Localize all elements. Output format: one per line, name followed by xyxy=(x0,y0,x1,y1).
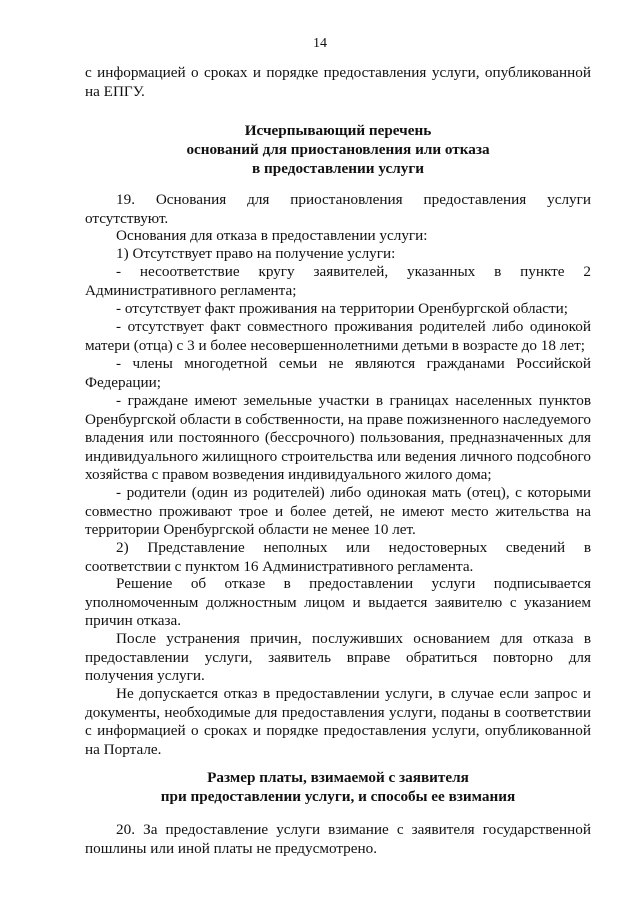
paragraph-19: 19. Основания для приостановления предоставления услуги отсутствуют. xyxy=(85,191,591,227)
heading-line: Размер платы, взимаемой с заявителя xyxy=(207,769,469,786)
section-heading-refusal xyxy=(85,121,591,178)
refusal-item-1: 1) Отсутствует право на получение услуги: xyxy=(116,245,396,262)
heading-line: при предоставлении услуги, и способы ее взимания xyxy=(160,788,516,805)
refusal-grounds-lead: Основания для отказа в предоставлении услуги: xyxy=(116,227,428,244)
bullet-land-plots: - граждане имеют земельные участки в границах населенных пунктов Оренбургской области в собственности, на праве пожизненного наследуемого владения или постоянного (бессрочного) пользования, предназначенных для индивидуального жилищного строительства или ведения личного подсобного хозяйства с правом возведения индивидуального жилого дома; xyxy=(85,392,591,484)
section-heading-fee xyxy=(85,768,591,806)
bullet-residence: - отсутствует факт проживания на территории Оренбургской области; xyxy=(116,300,569,317)
paragraph-decision: Решение об отказе в предоставлении услуги подписывается уполномоченным должностным лицом и выдается заявителю с указанием причин отказа. xyxy=(85,575,591,630)
bullet-applicant-circle: - несоответствие кругу заявителей, указанных в пункте 2 Административного регламента; xyxy=(85,263,591,299)
bullet-residence-duration: - родители (один из родителей) либо одинокая мать (отец), с которыми совместно проживают трое и более детей, не имеют место жительства на территории Оренбургской области не менее 10 лет. xyxy=(85,484,591,539)
page-number: 14 xyxy=(313,36,327,51)
heading-line: Исчерпывающий перечень xyxy=(244,122,432,139)
paragraph-20: 20. За предоставление услуги взимание с заявителя государственной пошлины или иной платы не предусмотрено. xyxy=(85,821,591,857)
refusal-item-2: 2) Представление неполных или недостоверных сведений в соответствии с пунктом 16 Административного регламента. xyxy=(85,539,591,575)
heading-line: в предоставлении услуги xyxy=(252,160,424,177)
bullet-cohabitation: - отсутствует факт совместного проживания родителей либо одинокой матери (отца) с 3 и более несовершеннолетними детьми в возрасте до 18 лет; xyxy=(85,318,591,354)
heading-line: оснований для приостановления или отказа xyxy=(186,141,490,158)
bullet-citizenship: - члены многодетной семьи не являются гражданами Российской Федерации; xyxy=(85,355,591,391)
paragraph-no-refusal: Не допускается отказ в предоставлении услуги, в случае если запрос и документы, необходимые для предоставления услуги, поданы в соответствии с информацией о сроках и порядке предоставления услуги, опубликованной на Портале. xyxy=(85,685,591,758)
intro-paragraph: с информацией о сроках и порядке предоставления услуги, опубликованной на ЕПГУ. xyxy=(85,64,591,100)
paragraph-reapply: После устранения причин, послуживших основанием для отказа в предоставлении услуги, заявитель вправе обратиться повторно для получения услуги. xyxy=(85,630,591,685)
